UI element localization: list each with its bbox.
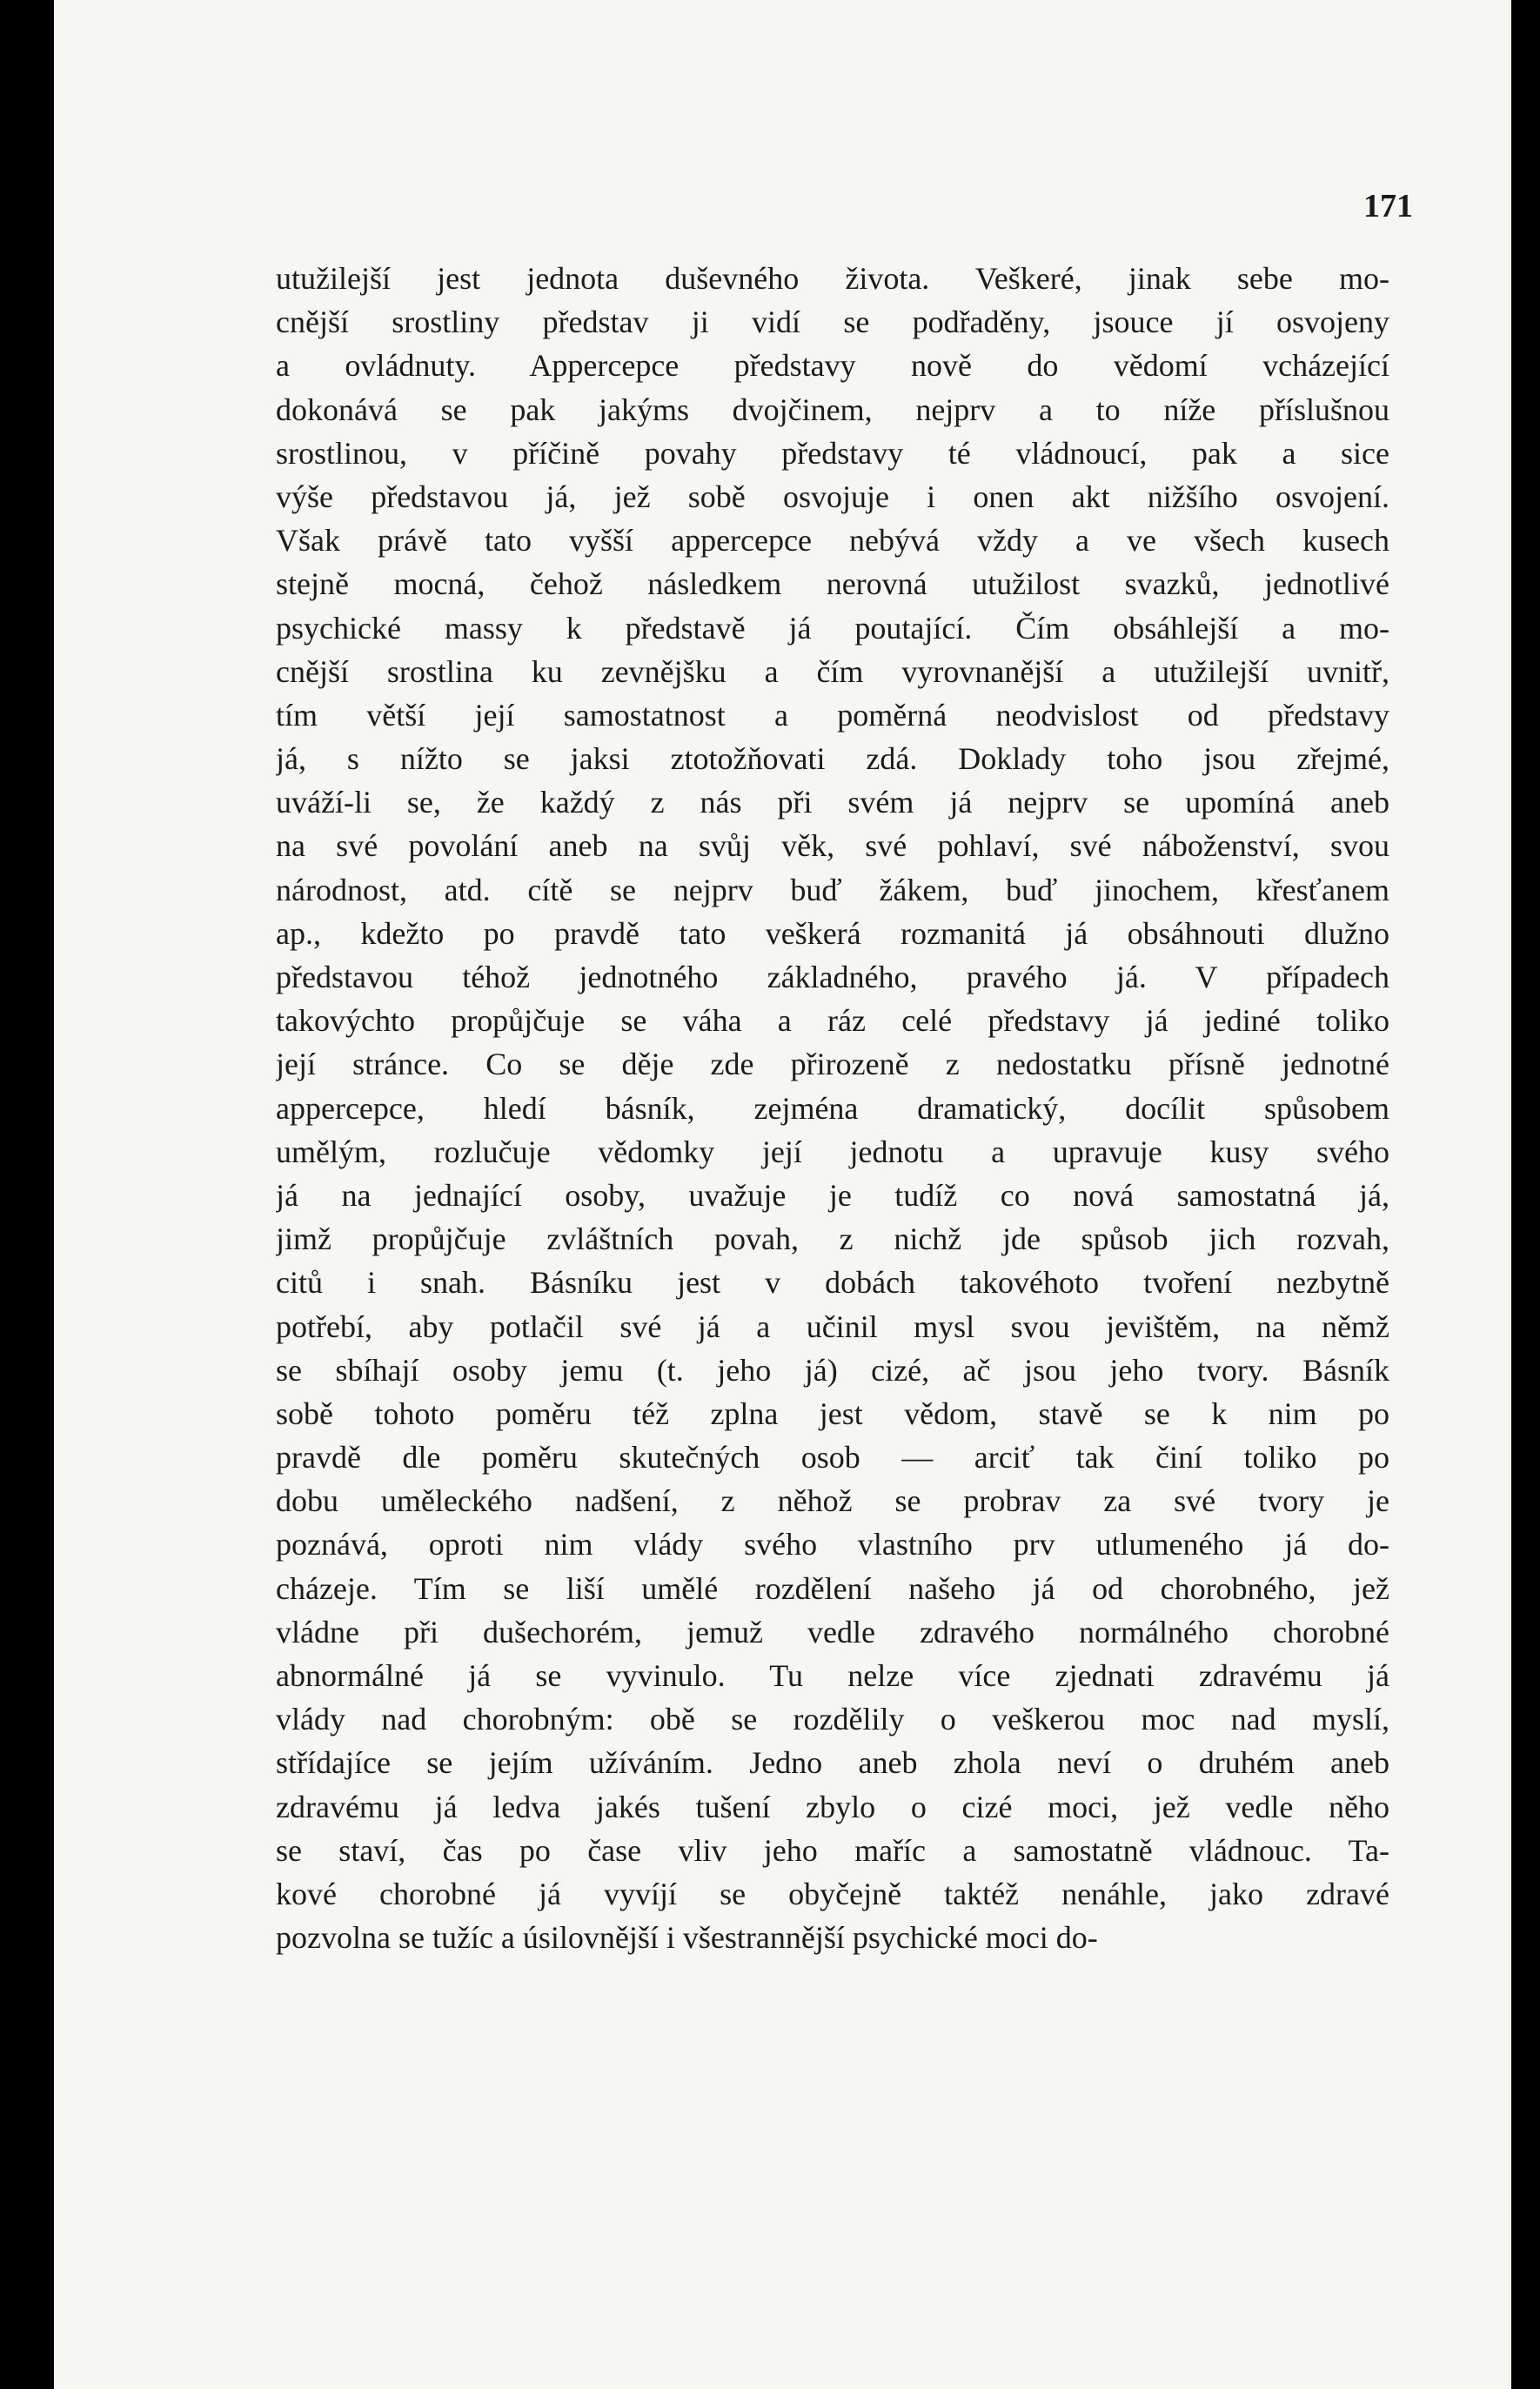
book-page — [54, 0, 1511, 2389]
text-line: stejně mocná, čehož následkem nerovná utužilost svazků, jednotlivé — [276, 566, 1389, 602]
text-line: zdravému já ledva jakés tušení zbylo o cizé moci, jež vedle něho — [276, 1789, 1389, 1824]
text-line: výše představou já, jež sobě osvojuje i onen akt nižšího osvojení. — [276, 478, 1389, 514]
text-line: srostlinou, v příčině povahy představy té vládnoucí, pak a sice — [276, 435, 1389, 471]
text-line: cnější srostliny představ ji vidí se podřaděny, jsouce jí osvojeny — [276, 304, 1389, 340]
text-line: se sbíhají osoby jemu (t. jeho já) cizé, ač jsou jeho tvory. Básník — [276, 1352, 1389, 1388]
text-line: a ovládnuty. Appercepce představy nově do vědomí vcházející — [276, 348, 1389, 384]
body-text — [276, 257, 1389, 1959]
text-line: pravdě dle poměru skutečných osob — arciť tak činí toliko po — [276, 1440, 1389, 1476]
text-line: poznává, oproti nim vlády svého vlastního prv utlumeného já do- — [276, 1527, 1389, 1563]
text-line: takovýchto propůjčuje se váha a ráz celé představy já jediné toliko — [276, 1003, 1389, 1039]
text-line: kové chorobné já vyvíjí se obyčejně taktéž nenáhle, jako zdravé — [276, 1876, 1389, 1911]
text-line: Však právě tato vyšší appercepce nebývá vždy a ve všech kusech — [276, 523, 1389, 559]
text-line: uváží-li se, že každý z nás při svém já nejprv se upomíná aneb — [276, 785, 1389, 820]
page-number: 171 — [1363, 188, 1413, 224]
text-line: abnormálné já se vyvinulo. Tu nelze více zjednati zdravému já — [276, 1658, 1389, 1693]
text-line: sobě tohoto poměru též zplna jest vědom, stavě se k nim po — [276, 1395, 1389, 1431]
text-line: představou téhož jednotného základného, pravého já. V případech — [276, 960, 1389, 994]
text-line: cházeje. Tím se liší umělé rozdělení našeho já od chorobného, jež — [276, 1570, 1389, 1606]
text-line: cnější srostlina ku zevnějšku a čím vyrovnanější a utužilejší uvnitř, — [276, 653, 1389, 689]
text-line: ap., kdežto po pravdě tato veškerá rozmanitá já obsáhnouti dlužno — [276, 915, 1389, 951]
text-line: vlády nad chorobným: obě se rozdělily o veškerou moc nad myslí, — [276, 1702, 1389, 1737]
text-line: vládne při dušechorém, jemuž vedle zdravého normálného chorobné — [276, 1614, 1389, 1650]
text-line: národnost, atd. cítě se nejprv buď žákem, buď jinochem, křesťanem — [276, 872, 1389, 907]
text-line: psychické massy k představě já poutající. Čím obsáhlejší a mo- — [276, 610, 1389, 646]
text-line: střídajíce se jejím užíváním. Jedno aneb zhola neví o druhém aneb — [276, 1745, 1389, 1781]
text-line: tím větší její samostatnost a poměrná neodvislost od představy — [276, 697, 1389, 733]
text-line: jimž propůjčuje zvláštních povah, z nichž jde spůsob jich rozvah, — [276, 1221, 1389, 1257]
text-line: potřebí, aby potlačil své já a učinil mysl svou jevištěm, na němž — [276, 1308, 1389, 1344]
text-line: dobu uměleckého nadšení, z něhož se probrav za své tvory je — [276, 1483, 1389, 1519]
text-line: utužilejší jest jednota duševného života. Veškeré, jinak sebe mo- — [276, 261, 1389, 296]
text-line: její stránce. Co se děje zde přirozeně z nedostatku přísně jednotné — [276, 1047, 1389, 1082]
text-line: na své povolání aneb na svůj věk, své pohlaví, své náboženství, svou — [276, 828, 1389, 864]
text-line: já, s nížto se jaksi ztotožňovati zdá. Doklady toho jsou zřejmé, — [276, 741, 1389, 777]
text-line: appercepce, hledí básník, zejména dramatický, docílit spůsobem — [276, 1090, 1389, 1126]
text-line: já na jednající osoby, uvažuje je tudíž co nová samostatná já, — [276, 1177, 1389, 1213]
text-line: pozvolna se tužíc a úsilovnější i všestrannější psychické moci do- — [276, 1920, 1098, 1956]
text-line: se staví, čas po čase vliv jeho maříc a samostatně vládnouc. Ta- — [276, 1832, 1389, 1868]
text-line: citů i snah. Básníku jest v dobách takovéhoto tvoření nezbytně — [276, 1265, 1389, 1301]
text-line: dokonává se pak jakýms dvojčinem, nejprv a to níže příslušnou — [276, 391, 1389, 427]
text-line: umělým, rozlučuje vědomky její jednotu a upravuje kusy svého — [276, 1134, 1389, 1169]
